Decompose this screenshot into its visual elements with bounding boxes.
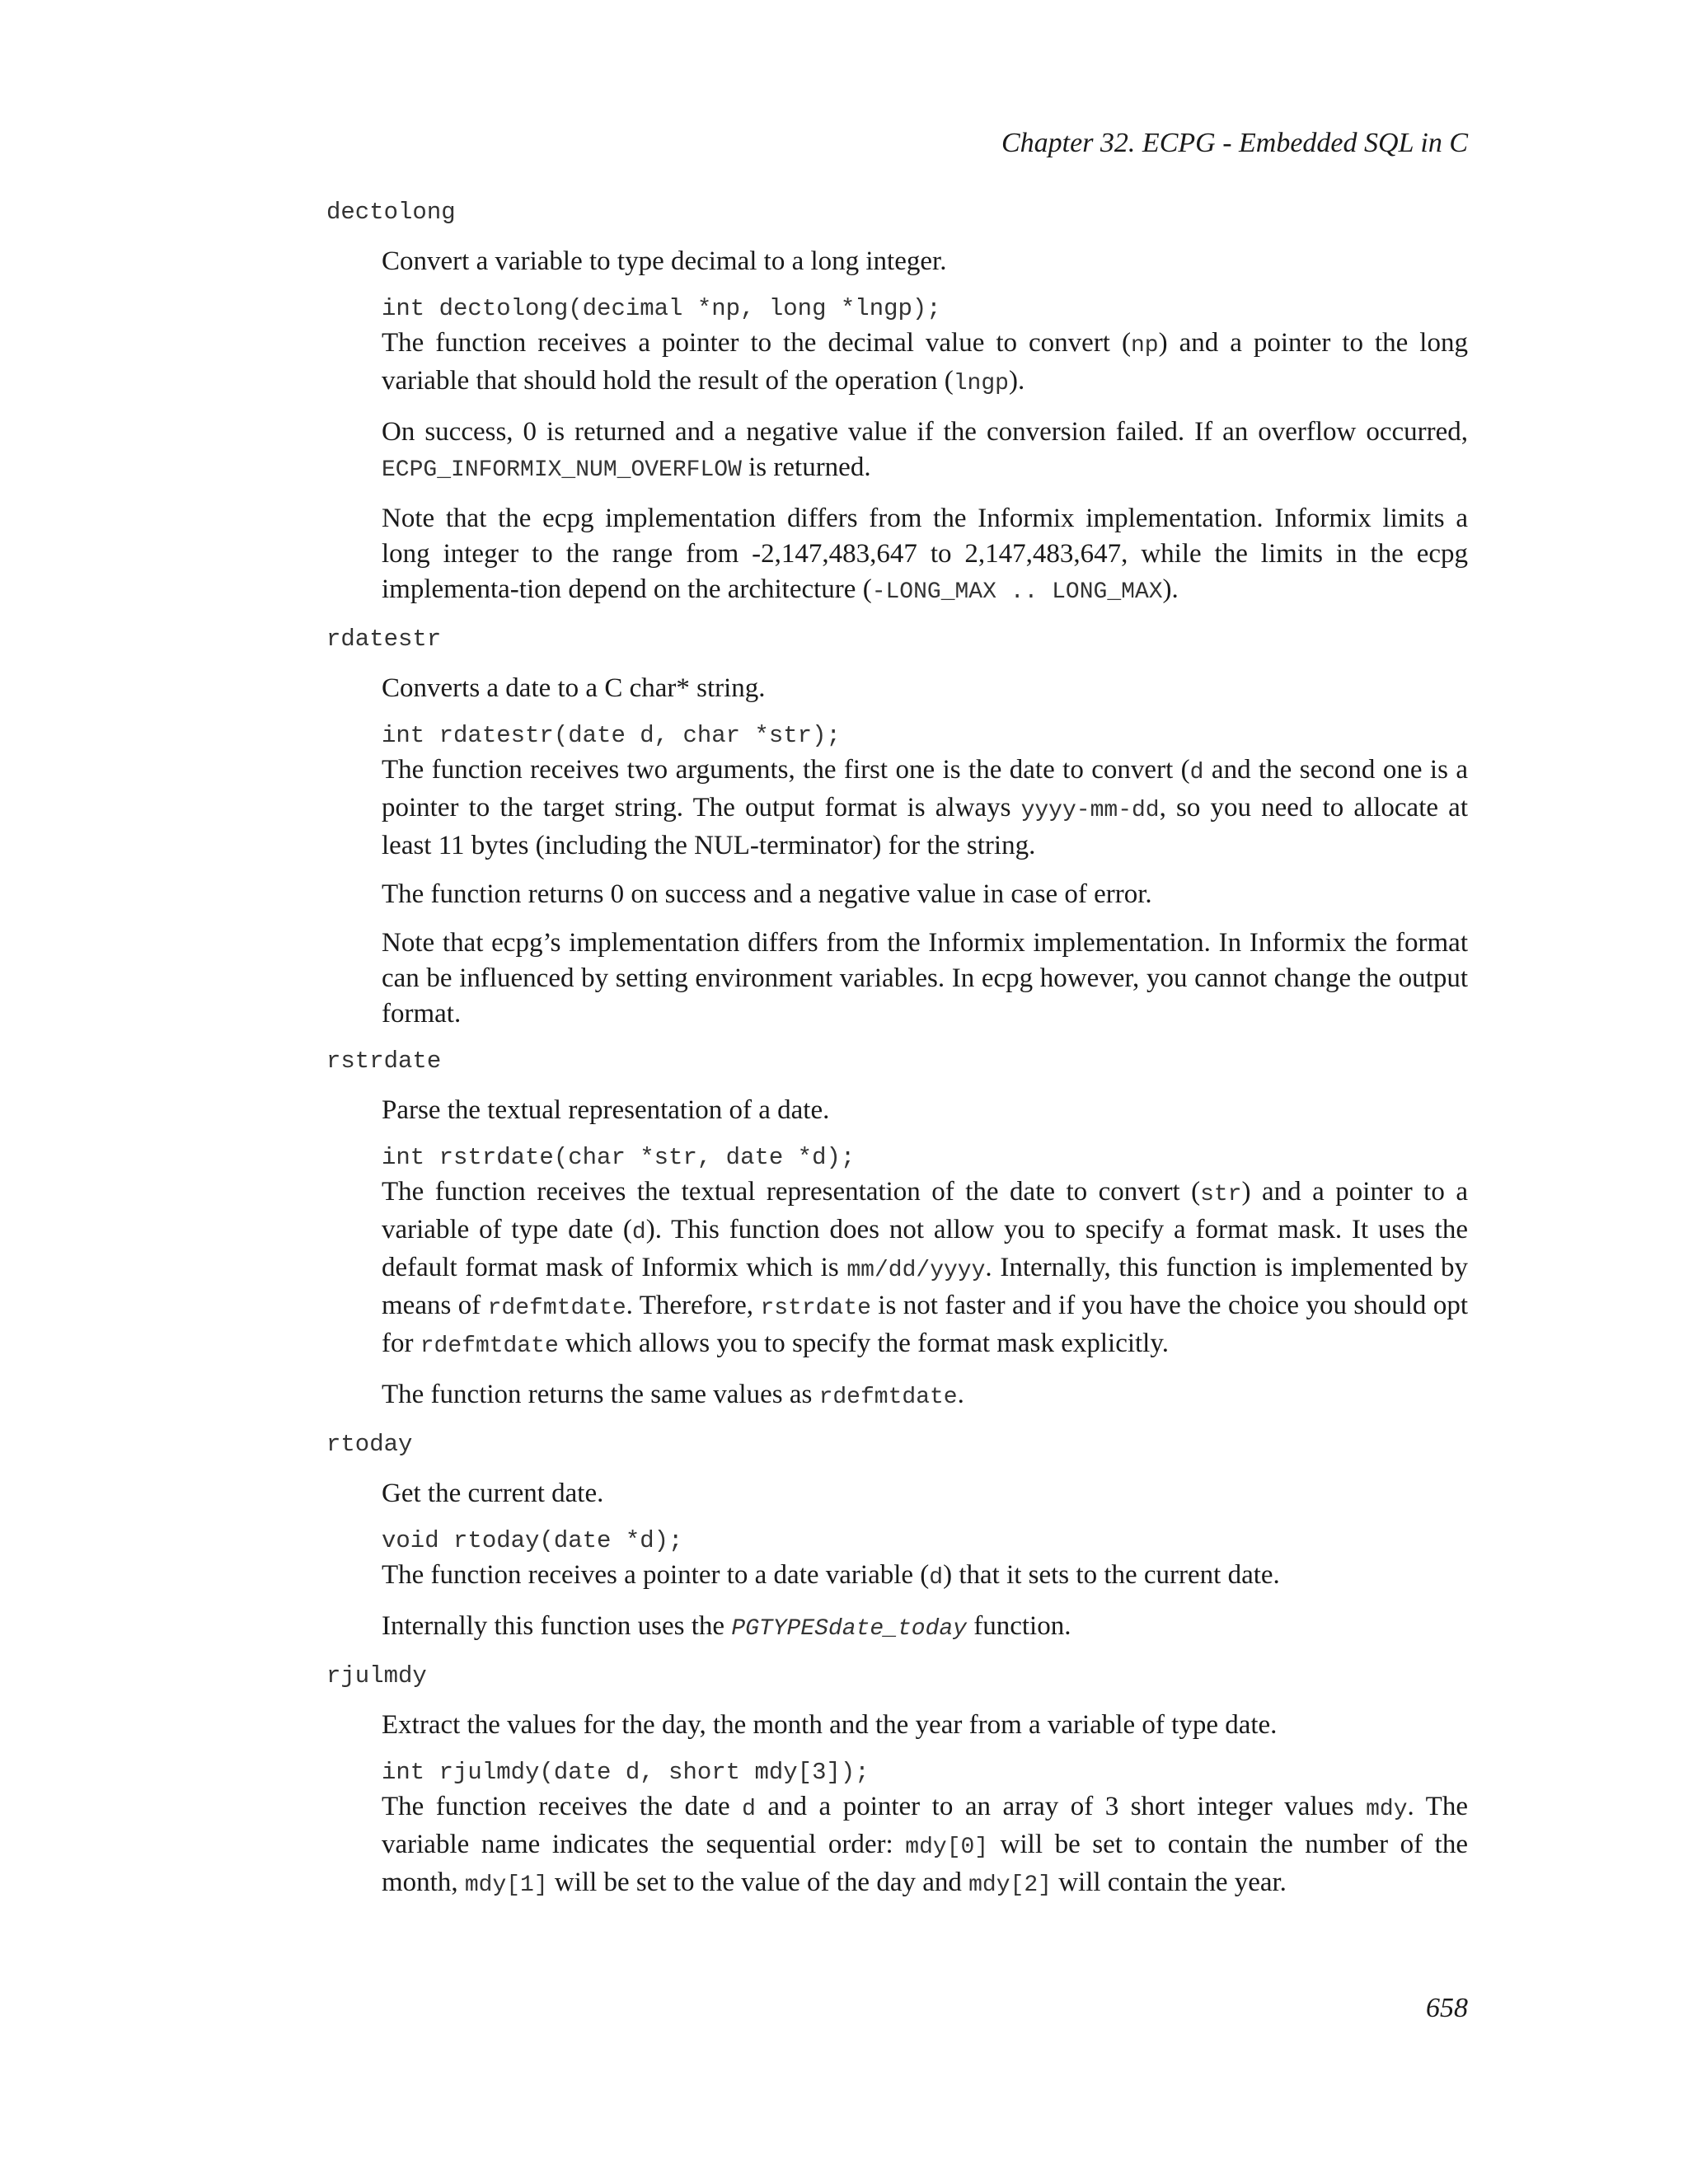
inline-code: rdefmtdate xyxy=(420,1333,559,1359)
function-reference: PGTYPESdate_today xyxy=(731,1616,967,1642)
entry-rdatestr xyxy=(326,623,1468,1032)
inline-code: mdy[1] xyxy=(464,1872,548,1898)
description-rstrdate xyxy=(382,1093,1468,1415)
inline-code: mdy[2] xyxy=(968,1872,1052,1898)
term-rdatestr: rdatestr xyxy=(326,626,442,653)
inline-code: -LONG_MAX .. LONG_MAX xyxy=(871,579,1163,605)
inline-code: d xyxy=(631,1220,646,1245)
function-signature: int rstrdate(char *str, date *d); xyxy=(382,1144,856,1171)
inline-code: d xyxy=(1189,760,1204,785)
function-reference-list xyxy=(326,196,1468,1916)
inline-code: yyyy-mm-dd xyxy=(1020,798,1160,823)
entry-rjulmdy xyxy=(326,1660,1468,1903)
paragraph: On success, 0 is returned and a negative value if the conversion failed. If an overflow occurred, ECPG_INFORMIX_NUM_OVERFLOW is returned. xyxy=(382,417,1468,483)
entry-dectolong xyxy=(326,196,1468,610)
inline-code: ECPG_INFORMIX_NUM_OVERFLOW xyxy=(382,457,742,483)
paragraph: The function receives two arguments, the first one is the date to convert (d and the second one is a pointer to the target string. The output format is always yyyy-mm-dd, so you need to allocate at least 11 bytes (including the NUL-terminator) for the string. xyxy=(382,755,1469,860)
description-rjulmdy xyxy=(382,1708,1468,1903)
term-rstrdate: rstrdate xyxy=(326,1047,442,1075)
inline-code: rdefmtdate xyxy=(487,1296,626,1321)
summary: Get the current date. xyxy=(382,1479,604,1508)
paragraph: The function receives a pointer to a date variable (d) that it sets to the current date. xyxy=(382,1560,1280,1591)
paragraph: Internally this function uses the PGTYPESdate_today function. xyxy=(382,1611,1071,1642)
summary: Parse the textual representation of a date. xyxy=(382,1095,830,1125)
summary: Extract the values for the day, the month and the year from a variable of type date. xyxy=(382,1710,1278,1740)
inline-code: np xyxy=(1130,333,1159,359)
term-rjulmdy: rjulmdy xyxy=(326,1662,427,1690)
function-signature: int dectolong(decimal *np, long *lngp); xyxy=(382,295,941,322)
inline-code: str xyxy=(1200,1182,1242,1207)
description-rdatestr xyxy=(382,671,1468,1032)
inline-code: rdefmtdate xyxy=(818,1385,958,1410)
inline-code: rstrdate xyxy=(760,1296,871,1321)
paragraph: The function returns 0 on success and a negative value in case of error. xyxy=(382,879,1152,909)
paragraph: The function receives a pointer to the decimal value to convert (np) and a pointer to the long variable that should hold the result of the operation (lngp). xyxy=(382,328,1468,396)
paragraph: Note that ecpg’s implementation differs from the Informix implementation. In Informix the format can be influenced by setting environment variables. In ecpg however, you cannot change the output format. xyxy=(382,928,1468,1029)
inline-code: lngp xyxy=(953,371,1009,396)
paragraph: Note that the ecpg implementation differs from the Informix implementation. Informix limits a long integer to the range from -2,147,483,647 to 2,147,483,647, while the limits in the ecpg implementa-tion depend on the architecture (-LONG_MAX .. LONG_MAX). xyxy=(382,504,1468,605)
term-dectolong: dectolong xyxy=(326,199,456,226)
inline-code: mm/dd/yyyy xyxy=(846,1258,986,1283)
summary: Convert a variable to type decimal to a long integer. xyxy=(382,246,947,276)
inline-code: d xyxy=(929,1565,944,1591)
paragraph: The function receives the textual representation of the date to convert (str) and a pointer to a variable of type date (d). This function does not allow you to specify a format mask. It uses the default format mask of Informix which is mm/dd/yyyy. Internally, this function is implemented by means of rdefmtdate. Therefore, rstrdate is not faster and if you have the choice you should opt for rdefmtdate which allows you to specify the format mask explicitly. xyxy=(382,1177,1468,1359)
inline-code: d xyxy=(742,1797,756,1822)
running-header: Chapter 32. ECPG - Embedded SQL in C xyxy=(1001,128,1468,158)
inline-code: mdy xyxy=(1366,1797,1408,1822)
paragraph: The function receives the date d and a pointer to an array of 3 short integer values mdy. The variable name indicates the sequential order: mdy[0] will be set to contain the number of the month, mdy[1] will be set to the value of the day and mdy[2] will contain the year. xyxy=(382,1792,1469,1898)
paragraph: The function returns the same values as rdefmtdate. xyxy=(382,1380,964,1410)
description-rtoday xyxy=(382,1476,1468,1647)
entry-rtoday xyxy=(326,1428,1468,1647)
function-signature: int rjulmdy(date d, short mdy[3]); xyxy=(382,1759,870,1786)
entry-rstrdate xyxy=(326,1045,1468,1415)
function-signature: void rtoday(date *d); xyxy=(382,1527,683,1554)
page-number: 658 xyxy=(1426,1993,1468,2023)
description-dectolong xyxy=(382,244,1468,610)
term-rtoday: rtoday xyxy=(326,1431,413,1458)
summary: Converts a date to a C char* string. xyxy=(382,673,766,703)
inline-code: mdy[0] xyxy=(905,1835,989,1860)
function-signature: int rdatestr(date d, char *str); xyxy=(382,722,841,749)
